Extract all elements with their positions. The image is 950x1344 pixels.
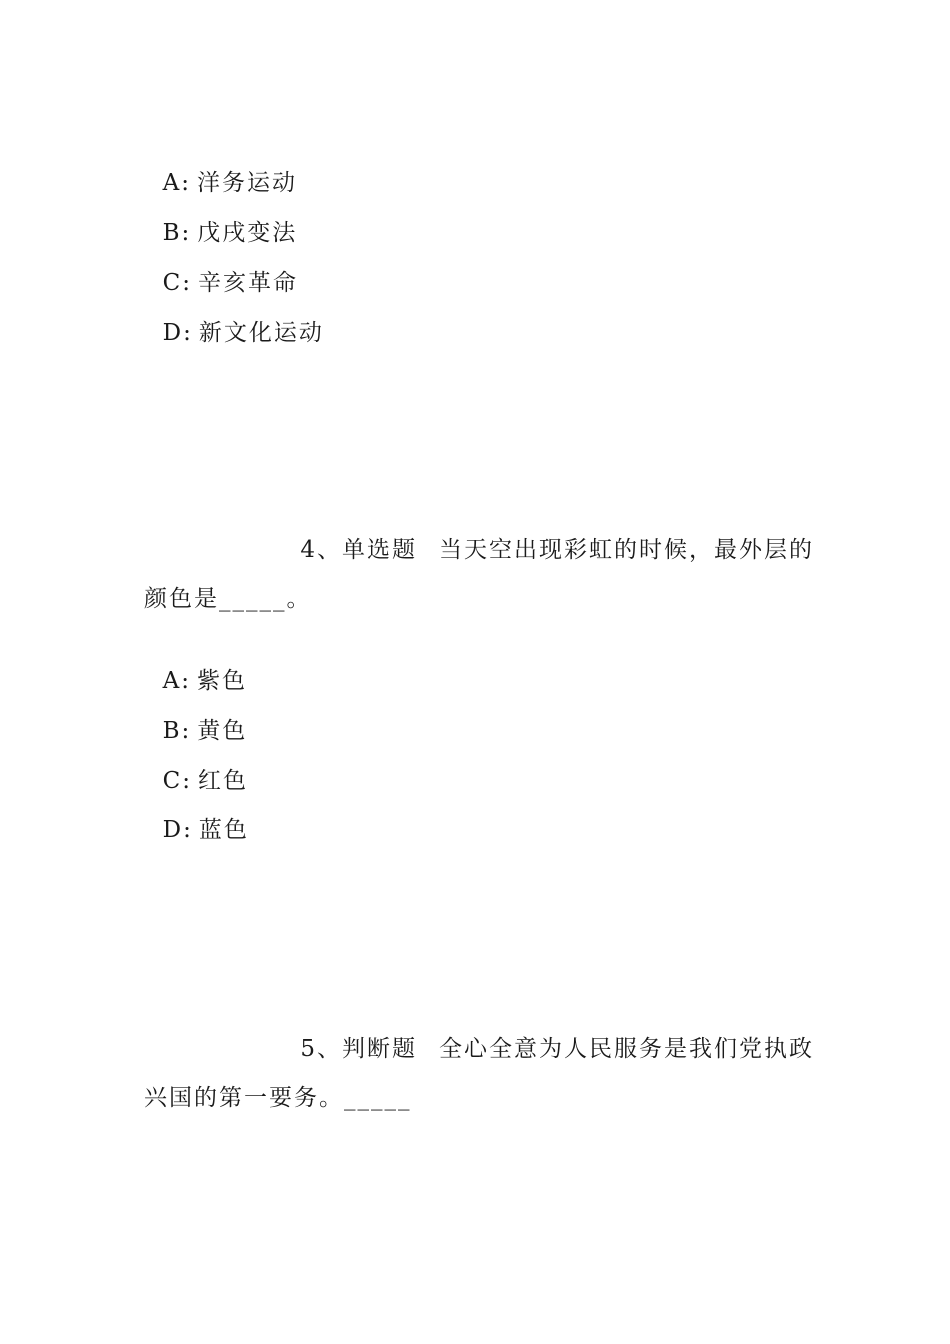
option-label: C:: [162, 768, 192, 794]
option-d: [144, 285, 324, 349]
option-text: 黄色: [197, 718, 248, 744]
option-text: 辛亥革命: [197, 270, 298, 296]
option-label: A:: [162, 668, 191, 694]
question-stem: 全心全意为人民服务是我们党执政: [439, 1036, 814, 1062]
option-label: D:: [162, 817, 193, 843]
option-text: 紫色: [196, 668, 247, 694]
option-d: [144, 782, 249, 846]
question-number: 5、: [300, 1036, 342, 1062]
question-number: 4、: [300, 537, 342, 563]
option-text: 红色: [197, 768, 248, 794]
question-stem: 当天空出现彩虹的时候，最外层的: [439, 537, 814, 563]
option-text: 新文化运动: [198, 320, 324, 346]
option-label: D:: [162, 320, 193, 346]
option-label: B:: [162, 220, 192, 246]
question-4-first-line: [144, 534, 814, 566]
question-4: [144, 534, 814, 615]
question-stem-continued: 颜色是_____。: [144, 586, 312, 612]
question-5-first-line: [144, 1033, 814, 1065]
option-text: 蓝色: [198, 817, 249, 843]
question-stem-continued: 兴国的第一要务。_____: [144, 1085, 412, 1111]
option-label: C:: [162, 270, 192, 296]
option-label: A:: [162, 170, 191, 196]
option-label: B:: [162, 718, 192, 744]
option-text: 洋务运动: [196, 170, 297, 196]
question-type: 单选题: [342, 537, 417, 563]
question-type: 判断题: [342, 1036, 417, 1062]
option-text: 戊戌变法: [197, 220, 298, 246]
question-5: [144, 1033, 814, 1114]
